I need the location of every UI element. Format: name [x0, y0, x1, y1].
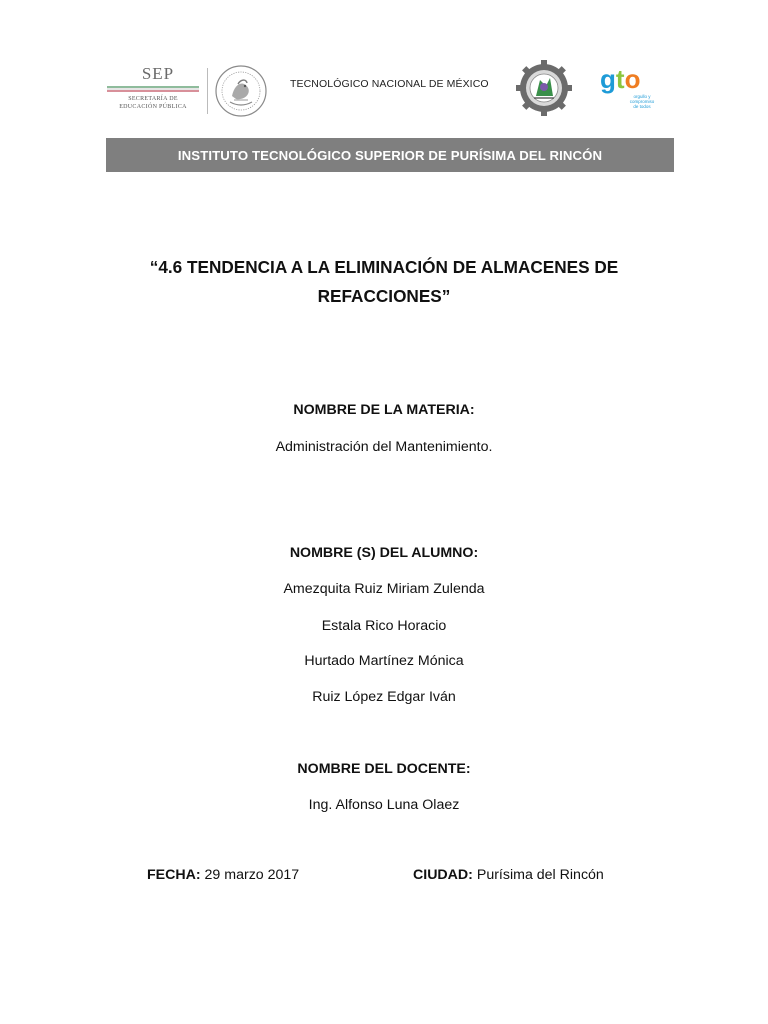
gto-tagline-line3: de todos [633, 104, 651, 109]
subject-value: Administración del Mantenimiento. [275, 439, 493, 455]
mexico-coat-of-arms-icon [214, 64, 268, 118]
student-name: Estala Rico Horacio [321, 618, 447, 634]
document-title-line1: “4.6 TENDENCIA A LA ELIMINACIÓN DE ALMACENES DE [149, 257, 619, 277]
sep-subtitle-line2: EDUCACIÓN PÚBLICA [119, 104, 187, 110]
gto-logo-tagline [622, 94, 662, 109]
date-label: FECHA: [147, 867, 201, 883]
logo-divider [207, 68, 208, 114]
institute-banner: INSTITUTO TECNOLÓGICO SUPERIOR DE PURÍSIMA DEL RINCÓN [106, 138, 674, 172]
institute-gear-logo-icon [516, 60, 572, 116]
date-field [147, 867, 299, 883]
sep-logo-subtitle [107, 95, 199, 111]
city-label: CIUDAD: [413, 867, 473, 883]
gto-logo [600, 66, 660, 112]
sep-logo-stripes [107, 86, 199, 92]
teacher-heading: NOMBRE DEL DOCENTE: [297, 761, 471, 777]
gto-tagline-line2: compromiso [629, 99, 655, 104]
sep-logo [107, 64, 199, 116]
subject-heading: NOMBRE DE LA MATERIA: [293, 402, 475, 418]
sep-subtitle-line1: SECRETARÍA DE [128, 96, 178, 102]
student-name: Ruiz López Edgar Iván [312, 689, 456, 705]
document-title [120, 253, 648, 311]
teacher-value: Ing. Alfonso Luna Olaez [308, 797, 460, 813]
student-name: Amezquita Ruiz Miriam Zulenda [283, 581, 485, 597]
tecnm-name: TECNOLÓGICO NACIONAL DE MÉXICO [290, 78, 489, 90]
sep-logo-word: SEP [141, 64, 175, 83]
city-value: Purísima del Rincón [476, 867, 604, 883]
city-field [413, 867, 604, 883]
document-title-line2: REFACCIONES” [317, 286, 451, 306]
gto-tagline-line1: orgullo y [633, 94, 651, 99]
student-name: Hurtado Martínez Mónica [304, 653, 464, 669]
gto-logo-word: gto [600, 64, 641, 94]
date-value: 29 marzo 2017 [204, 867, 300, 883]
students-heading: NOMBRE (S) DEL ALUMNO: [289, 545, 479, 561]
